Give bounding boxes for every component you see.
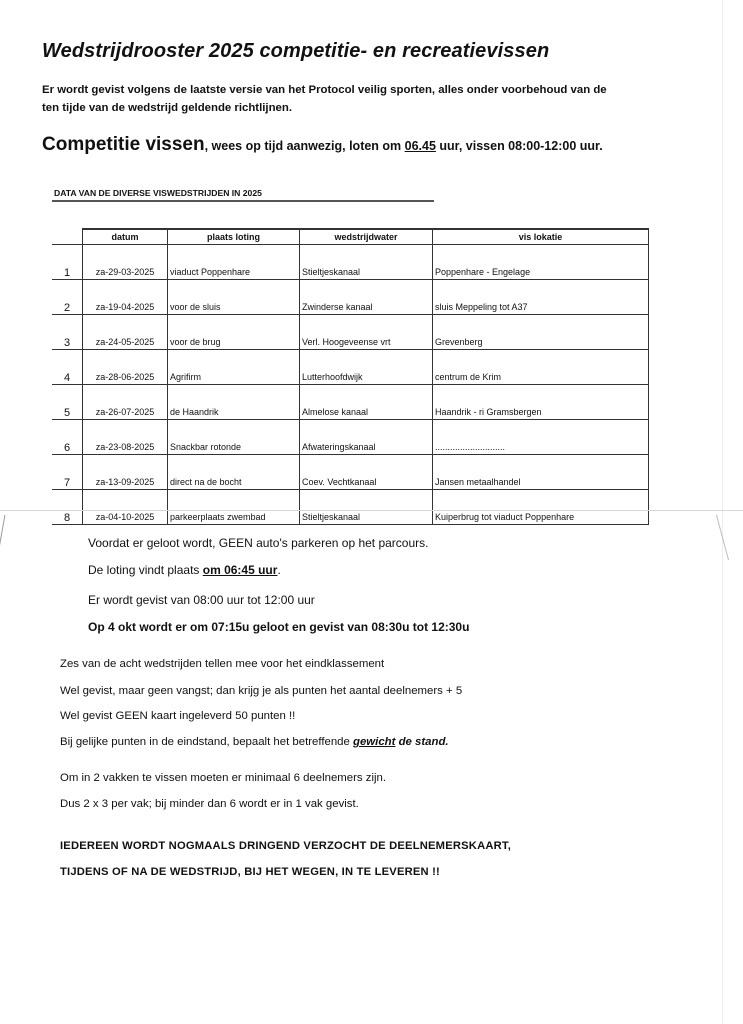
row-lokatie: sluis Meppeling tot A37 bbox=[433, 280, 649, 315]
row-water: Coev. Vechtkanaal bbox=[300, 455, 433, 490]
row-datum: za-28-06-2025 bbox=[83, 350, 168, 385]
table-row bbox=[52, 455, 649, 490]
row-datum: za-26-07-2025 bbox=[83, 385, 168, 420]
competitie-text-2: uur, vissen 08:00-12:00 uur. bbox=[435, 139, 603, 153]
row-loting: voor de sluis bbox=[168, 280, 300, 315]
scan-mark-right bbox=[706, 515, 729, 560]
rule-4-gewicht: gewicht bbox=[353, 736, 396, 748]
header-water: wedstrijdwater bbox=[300, 229, 433, 245]
table-title-underline bbox=[52, 200, 434, 202]
note-oct: Op 4 okt wordt er om 07:15u geloot en gevist van 08:30u tot 12:30u bbox=[88, 620, 470, 634]
table-row bbox=[52, 420, 649, 455]
row-loting: direct na de bocht bbox=[168, 455, 300, 490]
row-nr: 3 bbox=[52, 315, 83, 350]
row-datum: za-13-09-2025 bbox=[83, 455, 168, 490]
competitie-line bbox=[42, 134, 603, 156]
row-water: Afwateringskanaal bbox=[300, 420, 433, 455]
row-water: Stieltjeskanaal bbox=[300, 245, 433, 280]
rule-4-a: Bij gelijke punten in de eindstand, bepaalt het betreffende bbox=[60, 736, 354, 748]
intro-line-2: ten tijde van de wedstrijd geldende richtlijnen. bbox=[42, 102, 293, 114]
note-loting-time: om 06:45 uur bbox=[202, 563, 278, 577]
scan-mark-left bbox=[0, 515, 11, 565]
page-fold-line bbox=[0, 510, 743, 511]
row-datum: za-29-03-2025 bbox=[83, 245, 168, 280]
note-parking: Voordat er geloot wordt, GEEN auto's parkeren op het parcours. bbox=[88, 536, 429, 550]
intro-line-1: Er wordt gevist volgens de laatste versie van het Protocol veilig sporten, alles onder voorbehoud van de bbox=[42, 84, 607, 96]
header-nr bbox=[52, 229, 83, 245]
header-datum: datum bbox=[83, 229, 168, 245]
row-lokatie: Jansen metaalhandel bbox=[433, 455, 649, 490]
notice-line-1: IEDEREEN WORDT NOGMAALS DRINGEND VERZOCHT DE DEELNEMERSKAART, bbox=[60, 840, 512, 852]
header-loting: plaats loting bbox=[168, 229, 300, 245]
row-lokatie: ............................ bbox=[433, 420, 649, 455]
row-nr: 5 bbox=[52, 385, 83, 420]
header-lokatie: vis lokatie bbox=[433, 229, 649, 245]
rule-6: Dus 2 x 3 per vak; bij minder dan 6 wordt er in 1 vak gevist. bbox=[60, 798, 359, 810]
rule-1: Zes van de acht wedstrijden tellen mee voor het eindklassement bbox=[60, 658, 385, 670]
table-row bbox=[52, 490, 649, 525]
table-row bbox=[52, 245, 649, 280]
row-nr: 7 bbox=[52, 455, 83, 490]
row-lokatie: Kuiperbrug tot viaduct Poppenhare bbox=[433, 490, 649, 525]
row-water: Lutterhoofdwijk bbox=[300, 350, 433, 385]
row-loting: Snackbar rotonde bbox=[168, 420, 300, 455]
note-loting bbox=[88, 563, 281, 577]
table-row bbox=[52, 385, 649, 420]
row-nr: 6 bbox=[52, 420, 83, 455]
row-water: Almelose kanaal bbox=[300, 385, 433, 420]
row-lokatie: centrum de Krim bbox=[433, 350, 649, 385]
rule-4-c: de stand. bbox=[395, 736, 449, 748]
row-water: Verl. Hoogeveense vrt bbox=[300, 315, 433, 350]
table-row bbox=[52, 280, 649, 315]
row-nr: 8 bbox=[52, 490, 83, 525]
rule-3: Wel gevist GEEN kaart ingeleverd 50 punten !! bbox=[60, 710, 296, 722]
row-loting: parkeerplaats zwembad bbox=[168, 490, 300, 525]
row-lokatie: Poppenhare - Engelage bbox=[433, 245, 649, 280]
note-loting-a: De loting vindt plaats bbox=[88, 563, 203, 577]
competitie-heading: Competitie vissen bbox=[42, 134, 205, 155]
row-loting: viaduct Poppenhare bbox=[168, 245, 300, 280]
row-nr: 4 bbox=[52, 350, 83, 385]
row-lokatie: Haandrik - ri Gramsbergen bbox=[433, 385, 649, 420]
row-water: Stieltjeskanaal bbox=[300, 490, 433, 525]
table-header-row bbox=[52, 229, 649, 245]
row-datum: za-19-04-2025 bbox=[83, 280, 168, 315]
row-water: Zwinderse kanaal bbox=[300, 280, 433, 315]
table-row bbox=[52, 350, 649, 385]
rule-2: Wel gevist, maar geen vangst; dan krijg je als punten het aantal deelnemers + 5 bbox=[60, 685, 463, 697]
note-times: Er wordt gevist van 08:00 uur tot 12:00 uur bbox=[88, 593, 315, 607]
row-datum: za-04-10-2025 bbox=[83, 490, 168, 525]
row-datum: za-24-05-2025 bbox=[83, 315, 168, 350]
rule-4 bbox=[60, 736, 449, 748]
note-loting-c: . bbox=[277, 563, 281, 577]
schedule-table bbox=[52, 228, 649, 525]
competitie-text-1: , wees op tijd aanwezig, loten om bbox=[204, 139, 405, 153]
table-row bbox=[52, 315, 649, 350]
row-datum: za-23-08-2025 bbox=[83, 420, 168, 455]
row-loting: Agrifirm bbox=[168, 350, 300, 385]
row-nr: 2 bbox=[52, 280, 83, 315]
row-loting: de Haandrik bbox=[168, 385, 300, 420]
row-nr: 1 bbox=[52, 245, 83, 280]
row-lokatie: Grevenberg bbox=[433, 315, 649, 350]
table-title: DATA VAN DE DIVERSE VISWEDSTRIJDEN IN 2025 bbox=[54, 188, 262, 198]
row-loting: voor de brug bbox=[168, 315, 300, 350]
scan-edge bbox=[722, 0, 723, 1024]
competitie-time: 06.45 bbox=[404, 139, 436, 153]
notice-line-2: TIJDENS OF NA DE WEDSTRIJD, BIJ HET WEGEN, IN TE LEVEREN !! bbox=[60, 866, 440, 878]
page-title: Wedstrijdrooster 2025 competitie- en recreatievissen bbox=[42, 40, 550, 62]
rule-5: Om in 2 vakken te vissen moeten er minimaal 6 deelnemers zijn. bbox=[60, 772, 387, 784]
